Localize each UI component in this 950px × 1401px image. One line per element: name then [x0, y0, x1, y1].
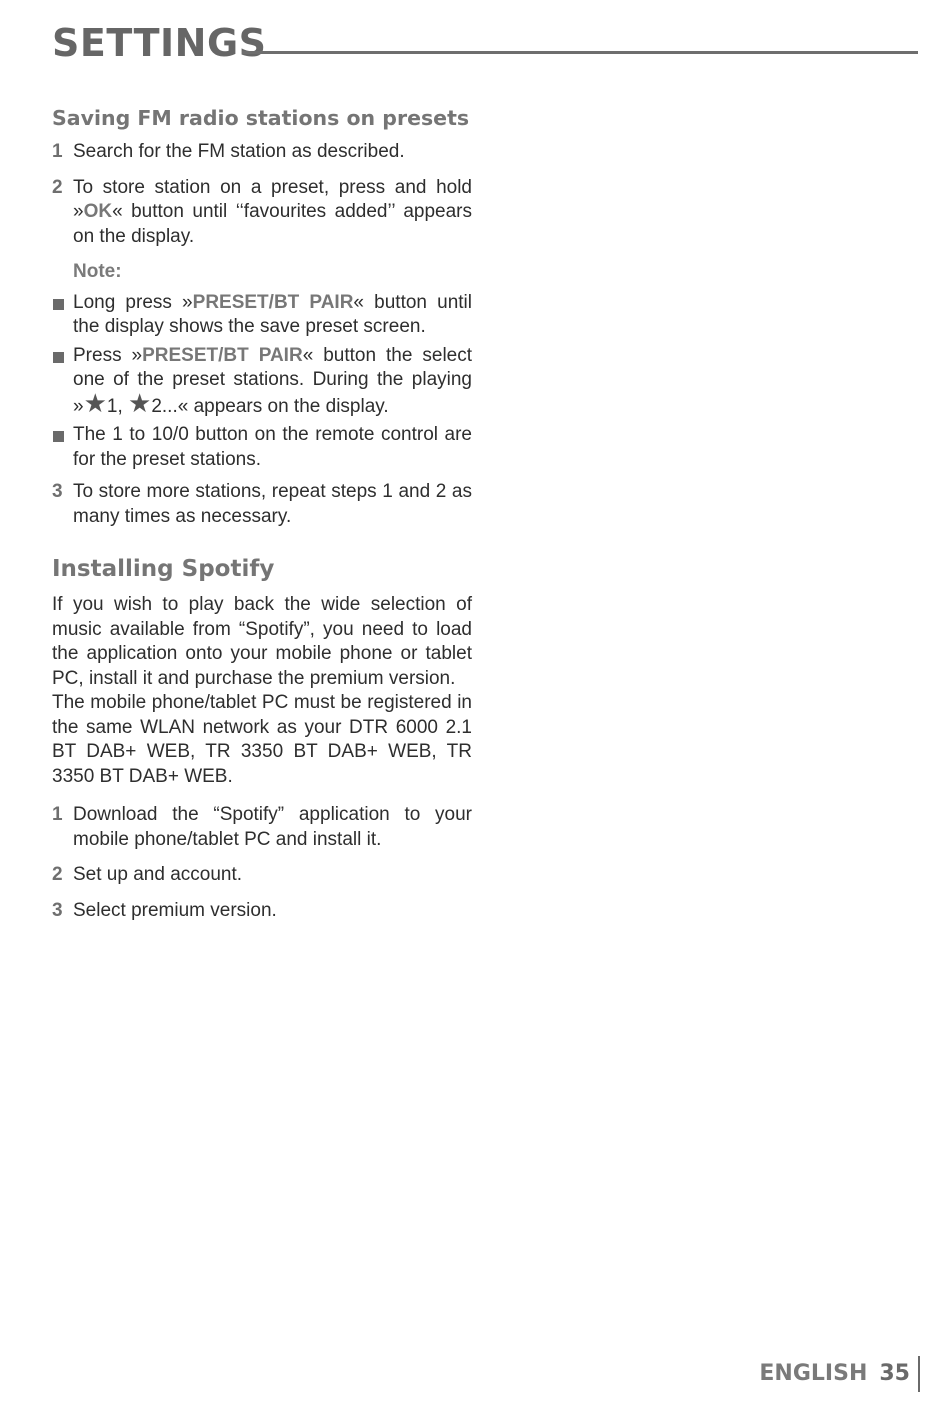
- note-bullet-3: [52, 423, 472, 472]
- bullet-text-post: « button the select one of the preset stations. During the playing »: [73, 344, 473, 417]
- step-number: 3: [52, 899, 63, 921]
- page-footer: [759, 1356, 920, 1392]
- bullet-text-pre: Long press »: [73, 291, 193, 313]
- spotify-step-2: [52, 863, 472, 888]
- fm-step-1: [52, 140, 472, 165]
- page-header: [52, 18, 918, 68]
- fm-presets-heading: Saving FM radio stations on presets: [52, 106, 470, 130]
- preset-button-label: PRESET/BT PAIR: [142, 344, 303, 366]
- note-bullet-2: [52, 344, 472, 420]
- fm-step-3: [52, 480, 472, 529]
- spotify-step-1: [52, 803, 472, 852]
- step-number: 2: [52, 864, 63, 885]
- bullet-text: The 1 to 10/0 button on the remote control are for the preset stations.: [73, 424, 472, 470]
- ok-button-label: OK: [83, 201, 113, 222]
- spotify-intro-paragraph: [52, 593, 472, 691]
- bullet-text-post: « button until the display shows the save preset screen.: [73, 291, 473, 337]
- square-bullet-icon: [53, 352, 64, 363]
- spotify-network-paragraph: [52, 691, 472, 789]
- step-text: Download the “Spotify” application to your mobile phone/tablet PC and install it.: [73, 804, 472, 850]
- step-text: Set up and account.: [73, 864, 243, 885]
- step-text: Search for the FM station as described.: [73, 141, 405, 162]
- page-number: 35: [879, 1356, 920, 1392]
- title-rule: [242, 51, 918, 54]
- step-number: 3: [52, 481, 63, 502]
- bullet-text-pre: Press »: [73, 344, 143, 366]
- bullet-text-end: 2...« appears on the display.: [151, 395, 389, 417]
- paragraph-text: If you wish to play back the wide selection of music available from “Spotify”, you need to load the application onto your mobile phone or tablet PC, install it and purchase the premium version.: [52, 594, 472, 689]
- note-label: Note:: [73, 261, 122, 282]
- content-column: [52, 100, 472, 934]
- step-number: 1: [52, 141, 63, 162]
- step-number: 1: [52, 804, 63, 825]
- step-text: To store more stations, repeat steps 1 and 2 as many times as necessary.: [73, 481, 472, 527]
- note-bullet-1: [52, 291, 472, 340]
- square-bullet-icon: [53, 299, 64, 310]
- step-text-post: « button until ‘‘favourites added’’ appears on the display.: [73, 201, 472, 247]
- spotify-step-3: [52, 899, 472, 924]
- spotify-heading: Installing Spotify: [52, 556, 275, 582]
- fm-step-2: [52, 176, 472, 250]
- square-bullet-icon: [53, 431, 64, 442]
- footer-language: ENGLISH: [759, 1361, 868, 1386]
- step-text-pre: To store station on a preset, press and hold »: [73, 176, 472, 222]
- paragraph-text: The mobile phone/tablet PC must be registered in the same WLAN network as your DTR 6000 2.1 BT DAB+ WEB, TR 3350 BT DAB+ WEB, TR 3350 BT DAB+ WEB.: [52, 692, 472, 787]
- star-icon: ★: [83, 387, 107, 418]
- preset-button-label: PRESET/BT PAIR: [192, 291, 354, 313]
- page-title: SETTINGS: [52, 21, 267, 65]
- bullet-text-mid: 1,: [106, 395, 129, 417]
- step-text: Select premium version.: [73, 899, 277, 921]
- step-number: 2: [52, 176, 63, 198]
- star-icon: ★: [128, 387, 152, 418]
